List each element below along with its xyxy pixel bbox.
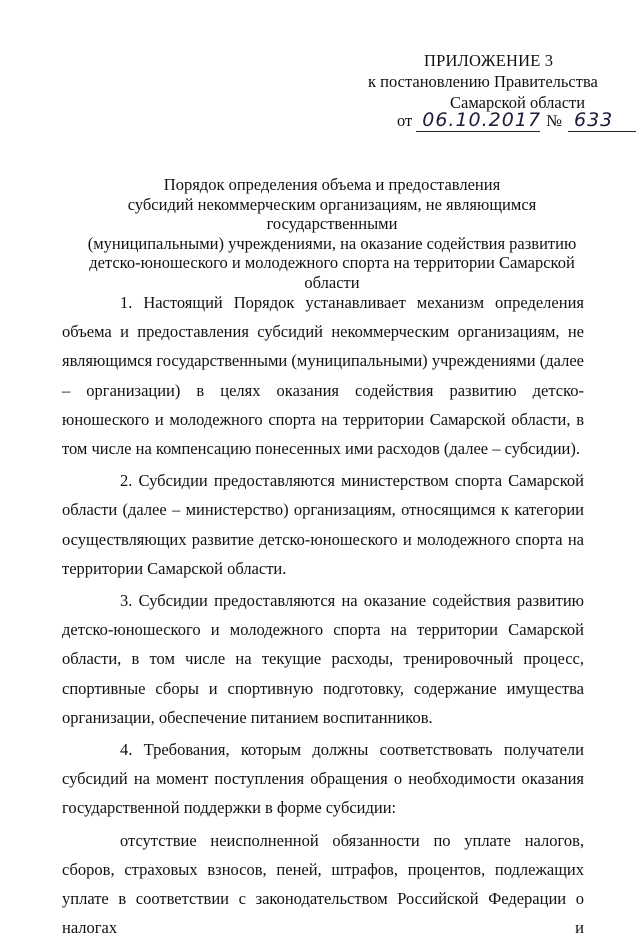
- document-body: [62, 288, 584, 942]
- appendix-resolution-line: к постановлению Правительства: [368, 72, 598, 91]
- appendix-region-line: Самарской области: [450, 93, 586, 112]
- date-prefix: от: [397, 111, 413, 130]
- title-line-4: детско-юношеского и молодежного спорта на территории Самарской области: [89, 253, 575, 292]
- title-line-3: (муниципальными) учреждениями, на оказание содействия развитию: [87, 233, 577, 253]
- paragraph-2: 2. Субсидии предоставляются министерством спорта Самарской области (далее – министерство) организациям, относящимся к категории осуществляющих развитие детско-юношеского и молодежного спорта на территории Самарской области.: [62, 471, 584, 578]
- appendix-date-line: [397, 110, 636, 132]
- handwritten-date: 06.10.2017: [416, 110, 540, 132]
- paragraph-4: 4. Требования, которым должны соответствовать получатели субсидий на момент поступления обращения о необходимости оказания государственной поддержки в форме субсидии:: [62, 740, 584, 818]
- appendix-title: ПРИЛОЖЕНИЕ 3: [424, 51, 554, 70]
- number-sign: №: [546, 111, 562, 130]
- paragraph-3: 3. Субсидии предоставляются на оказание содействия развитию детско-юношеского и молодежного спорта на территории Самарской области, в том числе на текущие расходы, тренировочный процесс, спортивные сборы и спортивную подготовку, содержание имущества организации, обеспечение питанием воспитанников.: [62, 591, 584, 727]
- title-line-1: Порядок определения объема и предоставления: [163, 175, 501, 194]
- paragraph-1: 1. Настоящий Порядок устанавливает механизм определения объема и предоставления субсидий некоммерческим организациям, не являющимся государственными (муниципальными) учреждениями (далее – организации) в целях оказания содействия развитию детско-юношеского и молодежного спорта на территории Самарской области, в том числе на компенсацию понесенных ими расходов (далее – субсидии).: [62, 293, 584, 459]
- document-title: [62, 175, 602, 292]
- title-line-2: субсидий некоммерческим организациям, не являющимся государственными: [127, 194, 537, 233]
- paragraph-5: отсутствие неисполненной обязанности по уплате налогов, сборов, страховых взносов, пеней, штрафов, процентов, подлежащих уплате в соответствии с законодательством Российской Федерации о налогах и: [62, 830, 584, 938]
- handwritten-number: 633: [568, 110, 636, 132]
